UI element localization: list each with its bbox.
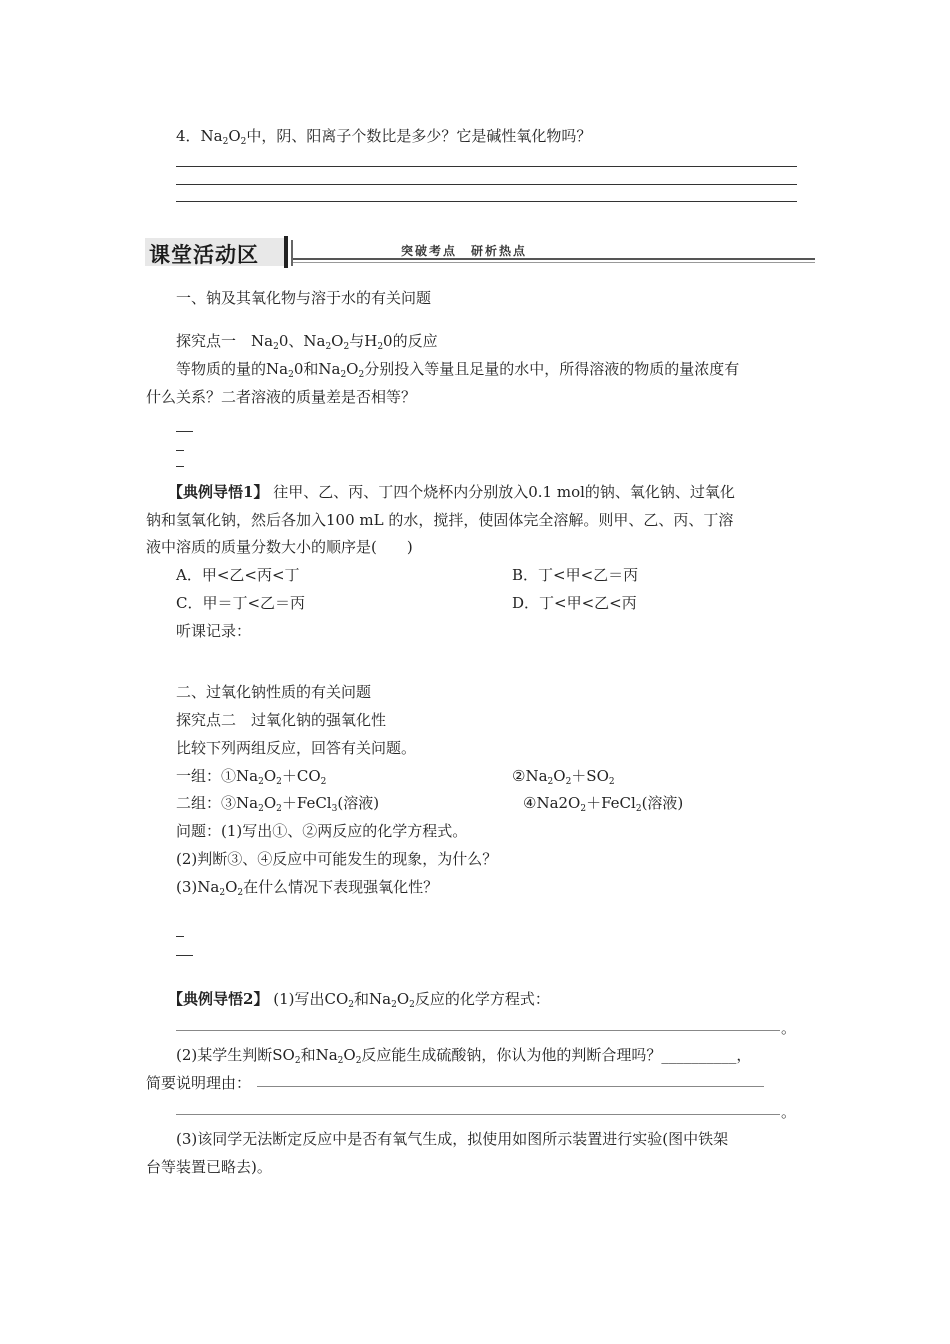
option-c: C．甲＝丁<乙＝丙 (176, 594, 306, 612)
question-1: 问题：(1)写出①、②两反应的化学方程式。 (176, 822, 468, 840)
banner-rule (293, 262, 815, 263)
line-end-mark: 。 (781, 1019, 797, 1037)
group-1-reaction-2: $②Na_2O_2+SO_2$ (512, 767, 615, 787)
reason-label: 简要说明理由： (146, 1074, 252, 1092)
answer-line (176, 201, 797, 202)
question-3: $(3)Na_2O_2$在什么情况下表现强氧化性？ (176, 878, 439, 898)
group-2-reaction-3: 二组：$③Na_2O_2+FeCl_3$(溶液) (176, 794, 380, 814)
blank-mark (176, 466, 184, 467)
explore-point-1: 探究点一 $Na_20$、$Na_2O_2$与$H_20$的反应 (176, 332, 438, 352)
section-banner (145, 236, 815, 270)
answer-line (176, 166, 797, 167)
banner-title: 课堂活动区 (149, 243, 259, 267)
option-d: D．丁<甲<乙<丙 (512, 594, 637, 612)
blank-mark (176, 955, 193, 956)
group-2-reaction-4: $④Na2O_2+FeCl_2$(溶液) (523, 794, 684, 814)
banner-rule (293, 258, 815, 260)
example-1-line: 【典例导悟1】 往甲、乙、丙、丁四个烧杯内分别放入0.1 mol的钠、氧化钠、过氧化 (168, 483, 735, 501)
example-2-part-3: (3)该同学无法断定反应中是否有氧气生成，拟使用如图所示装置进行实验(图中铁架 (176, 1130, 729, 1148)
notes-label: 听课记录： (176, 622, 252, 640)
explore-point-2: 探究点二 过氧化钠的强氧化性 (176, 711, 387, 729)
question-2: (2)判断③、④反应中可能发生的现象，为什么？ (176, 850, 498, 868)
paragraph-line: 等物质的量的$Na_20$和$Na_2O_2$分别投入等量且足量的水中，所得溶液的物质的量浓度有 (176, 360, 740, 380)
example-1-line: 液中溶质的质量分数大小的顺序是( ) (146, 538, 413, 556)
answer-line (257, 1086, 764, 1087)
blank-mark (176, 450, 184, 451)
answer-line (176, 1030, 780, 1031)
example-1-label: 【典例导悟1】 (168, 483, 269, 501)
example-2-line: 【典例导悟2】 (1)写出$CO_2$和$Na_2O_2$反应的化学方程式： (168, 990, 550, 1010)
section-2-heading: 二、过氧化钠性质的有关问题 (176, 683, 372, 701)
section-2-intro: 比较下列两组反应，回答有关问题。 (176, 739, 417, 757)
example-1-line: 钠和氢氧化钠，然后各加入100 mL 的水，搅拌，使固体完全溶解。则甲、乙、丙、丁溶 (146, 511, 734, 529)
example-2-part-2: (2)某学生判断$SO_2$和$Na_2O_2$反应能生成硫酸钠，你认为他的判断合理吗？__________， (176, 1046, 752, 1066)
paragraph-line: 什么关系？二者溶液的质量差是否相等？ (146, 388, 417, 406)
line-end-mark: 。 (781, 1103, 797, 1121)
section-1-heading: 一、钠及其氧化物与溶于水的有关问题 (176, 289, 432, 307)
option-b: B．丁<甲<乙＝丙 (512, 566, 639, 584)
option-a: A．甲<乙<丙<丁 (176, 566, 300, 584)
blank-mark (176, 431, 193, 432)
answer-line (176, 184, 797, 185)
banner-subtitle: 突破考点 研析热点 (401, 244, 528, 258)
question-4: 4．$Na_2O_2$中，阴、阳离子个数比是多少？它是碱性氧化物吗？ (176, 127, 592, 147)
group-1-reaction-1: 一组：$①Na_2O_2+CO_2$ (176, 767, 327, 787)
example-2-part-3: 台等装置已略去)。 (146, 1158, 272, 1176)
banner-bar (284, 236, 288, 268)
example-2-label: 【典例导悟2】 (168, 990, 269, 1008)
answer-line (176, 1114, 780, 1115)
blank-mark (176, 936, 184, 937)
